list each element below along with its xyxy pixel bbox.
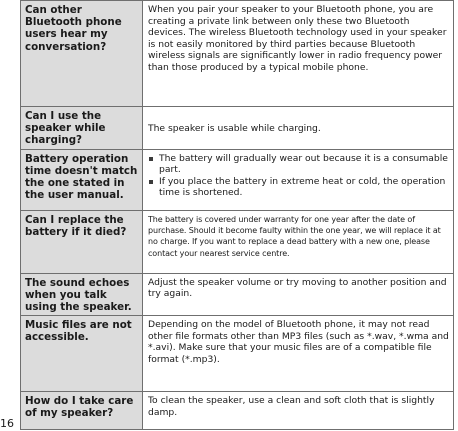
faq-question: Can other Bluetooth phone users hear my conversation? — [21, 1, 143, 107]
faq-question: Can I use the speaker while charging? — [21, 107, 143, 150]
faq-question: The sound echoes when you talk using the speaker. — [21, 273, 143, 316]
faq-answer: Adjust the speaker volume or try moving to another position and try again. — [143, 273, 454, 316]
faq-answer — [143, 149, 454, 210]
bullet-list — [148, 153, 450, 199]
faq-row — [21, 107, 454, 150]
faq-row — [21, 316, 454, 392]
faq-answer: To clean the speaker, use a clean and soft cloth that is slightly damp. — [143, 392, 454, 430]
page-number: 16 — [0, 417, 14, 430]
faq-question: Battery operation time doesn't match the one stated in the user manual. — [21, 149, 143, 210]
faq-answer: The battery is covered under warranty for one year after the date of purchase. Should it become faulty within the one year, we will replace it at no charge. If you want to replace a dead battery with a new one, please contact your nearest service centre. — [143, 210, 454, 273]
faq-question: Music files are not accessible. — [21, 316, 143, 392]
faq-row — [21, 392, 454, 430]
bullet-item: If you place the battery in extreme heat or cold, the operation time is shortened. — [148, 176, 450, 199]
bullet-item: The battery will gradually wear out because it is a consumable part. — [148, 153, 450, 176]
faq-table — [20, 0, 454, 430]
faq-row — [21, 210, 454, 273]
faq-question: How do I take care of my speaker? — [21, 392, 143, 430]
faq-answer: When you pair your speaker to your Bluetooth phone, you are creating a private link between only these two Bluetooth devices. The wireless Bluetooth technology used in your speaker is not easily monitored by third parties because Bluetooth wireless signals are significantly lower in radio frequency power than those produced by a typical mobile phone. — [143, 1, 454, 107]
faq-row — [21, 1, 454, 107]
faq-question: Can I replace the battery if it died? — [21, 210, 143, 273]
faq-row — [21, 273, 454, 316]
faq-answer: Depending on the model of Bluetooth phone, it may not read other file formats other than MP3 files (such as *.wav, *.wma and *.avi). Make sure that your music files are of a compatible file format (*.mp3). — [143, 316, 454, 392]
faq-answer: The speaker is usable while charging. — [143, 107, 454, 150]
faq-row — [21, 149, 454, 210]
